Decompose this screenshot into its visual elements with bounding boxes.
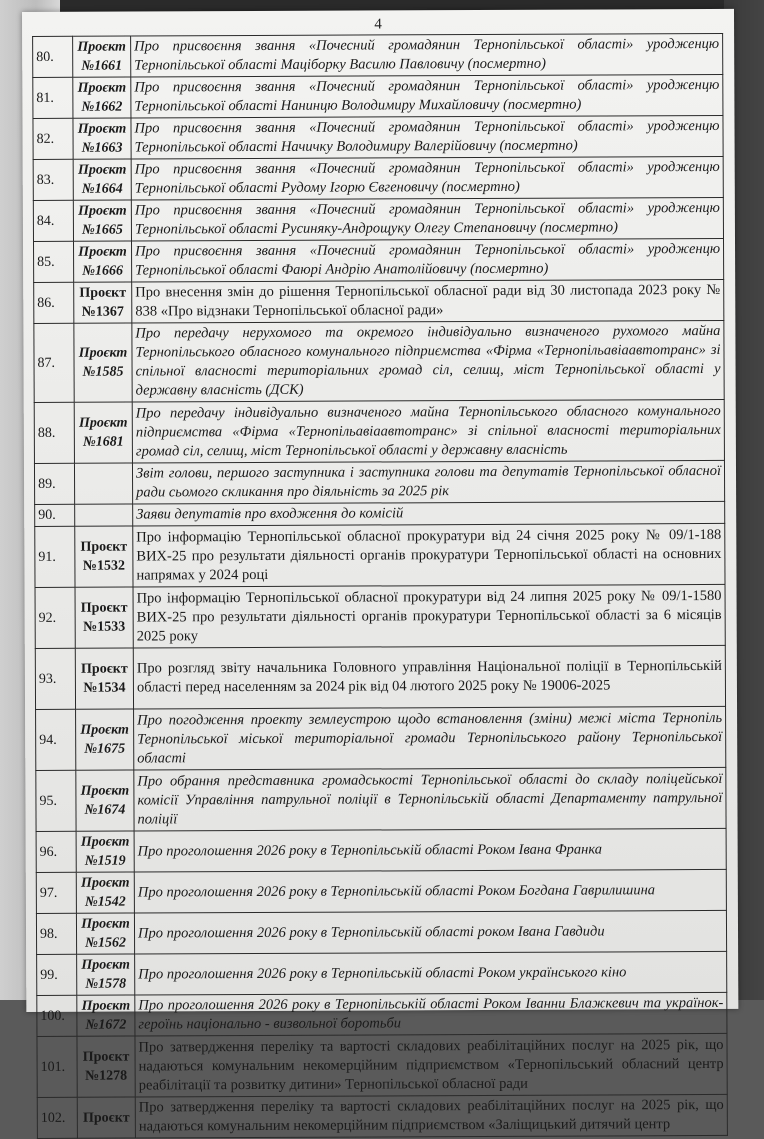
item-number: 98. — [36, 913, 76, 954]
item-number: 97. — [36, 872, 76, 913]
project-cell — [73, 200, 131, 241]
project-cell — [76, 831, 134, 872]
project-cell — [75, 648, 133, 709]
project-number: №1534 — [79, 679, 130, 698]
table-row — [36, 910, 726, 954]
table-row — [34, 399, 724, 463]
project-number: №1533 — [79, 618, 130, 637]
item-title: Про внесення змін до рішення Тернопільської обласної ради від 30 листопада 2023 року № 838 «Про відзнаки Тернопільської обласної ради» — [132, 279, 724, 323]
project-number: №1675 — [79, 740, 130, 759]
project-label: Проєкт — [78, 414, 129, 433]
table-row — [37, 1033, 727, 1097]
item-number: 99. — [37, 954, 77, 995]
item-title: Заяви депутатів про входження до комісій — [133, 501, 725, 526]
item-title: Про присвоєння звання «Почесний громадянин Тернопільської області» уродженцю Тернопільської області Рудому Ігорю Євгеновичу (посмертно) — [131, 156, 723, 200]
project-number: №1532 — [78, 557, 129, 576]
project-number: №1665 — [77, 221, 128, 240]
project-label: Проєкт — [79, 660, 130, 679]
table-row — [33, 115, 723, 159]
project-cell — [77, 1036, 135, 1097]
project-label: Проєкт — [80, 874, 131, 893]
project-number: №1663 — [77, 139, 128, 158]
item-title: Звіт голови, першого заступника і заступника голови та депутатів Тернопільської обласної ради сьомого скликання про діяльність за 2025 рік — [132, 460, 724, 504]
table-row — [36, 828, 726, 872]
item-number: 100. — [37, 995, 77, 1036]
agenda-table — [32, 33, 728, 1139]
project-label: Проєкт — [80, 956, 131, 975]
project-label: Проєкт — [77, 202, 128, 221]
project-number: №1666 — [77, 262, 128, 281]
project-label: Проєкт — [79, 599, 130, 618]
item-number: 84. — [33, 200, 73, 241]
page-number: 4 — [22, 15, 734, 35]
project-number: №1681 — [78, 433, 129, 452]
project-label: Проєкт — [79, 721, 130, 740]
project-number: №1578 — [80, 975, 131, 994]
project-cell — [73, 36, 131, 77]
project-label: Проєкт — [77, 161, 128, 180]
item-number: 80. — [33, 36, 73, 77]
item-number: 101. — [37, 1036, 77, 1097]
table-row — [33, 33, 723, 77]
project-number: №1674 — [79, 801, 130, 820]
project-number: №1661 — [76, 57, 127, 76]
project-cell — [76, 709, 134, 770]
project-number: №1519 — [80, 852, 131, 871]
project-label: Проєкт — [80, 915, 131, 934]
project-cell — [77, 954, 135, 995]
project-number: №1672 — [80, 1016, 131, 1035]
item-title: Про присвоєння звання «Почесний громадянин Тернопільської області» уродженцю Тернопільської області Фаюрі Андрію Анатолійовичу (посмертно) — [132, 238, 724, 282]
project-cell — [77, 1097, 135, 1138]
document-page — [22, 9, 738, 1012]
item-title: Про передачу нерухомого та окремого індивідуально визначеного рухомого майна Тернопільського обласного комунального підприємства «Фірма «Тернопільавіаавтотранс» зі спільної власності територіальних громад сіл, селищ, міст Тернопільської області у державну власність (ДСК) — [132, 320, 724, 402]
table-row — [37, 951, 727, 995]
table-row — [34, 460, 724, 504]
table-row — [34, 320, 724, 402]
item-number: 102. — [37, 1097, 77, 1138]
item-number: 82. — [33, 118, 73, 159]
table-row — [35, 584, 725, 648]
project-number: №1664 — [77, 180, 128, 199]
item-title: Про затвердження переліку та вартості складових реабілітаційних послуг на 2025 рік, що надаються комунальним некомерційним підприємством «Тернопільський обласний центр реабілітації та розвитку дитини» Тернопільської обласної ради — [135, 1033, 727, 1097]
project-cell — [76, 872, 134, 913]
project-cell — [75, 587, 133, 648]
item-number: 92. — [35, 587, 75, 648]
item-number: 89. — [34, 463, 74, 504]
project-number: №1542 — [80, 893, 131, 912]
project-label: Проєкт — [77, 243, 128, 262]
item-title: Про присвоєння звання «Почесний громадянин Тернопільської області» уродженцю Тернопільської області Русиняку-Андрощуку Олегу Степановичу (посмертно) — [131, 197, 723, 241]
project-cell — [75, 526, 133, 587]
item-number: 81. — [33, 77, 73, 118]
project-label: Проєкт — [79, 782, 130, 801]
table-row — [36, 869, 726, 913]
project-label: Проєкт — [77, 284, 128, 303]
table-row — [35, 645, 725, 709]
project-cell — [74, 241, 132, 282]
table-row — [36, 767, 726, 831]
item-title: Про проголошення 2026 року в Тернопільській області Роком Іванни Блажкевич та українок-героїнь національно - визвольної боротьби — [135, 992, 727, 1036]
project-cell — [74, 463, 132, 504]
item-title: Про присвоєння звання «Почесний громадянин Тернопільської області» уродженцю Тернопільської області Начичку Володимиру Валерійовичу (посмертно) — [131, 115, 723, 159]
project-number: №1278 — [81, 1067, 132, 1086]
item-number: 90. — [35, 504, 75, 526]
table-row — [37, 992, 727, 1036]
item-title: Про проголошення 2026 року в Тернопільській області Роком Богдана Гаврилишина — [134, 869, 726, 913]
item-number: 95. — [36, 770, 76, 831]
project-label: Проєкт — [76, 38, 127, 57]
table-row — [34, 238, 724, 282]
item-number: 96. — [36, 831, 76, 872]
item-number: 83. — [33, 159, 73, 200]
project-label: Проєкт — [76, 120, 127, 139]
item-title: Про проголошення 2026 року в Тернопільській області Роком українського кіно — [135, 951, 727, 995]
table-row — [34, 279, 724, 323]
project-label: Проєкт — [78, 538, 129, 557]
project-cell — [74, 282, 132, 323]
project-cell — [75, 504, 133, 526]
item-title: Про затвердження переліку та вартості складових реабілітаційних послуг на 2025 рік, що надаються комунальним некомерційним підприємством «Заліщицький дитячий центр — [135, 1094, 727, 1138]
table-row — [36, 706, 726, 770]
project-cell — [73, 118, 131, 159]
project-cell — [73, 77, 131, 118]
table-row — [35, 523, 725, 587]
table-row — [35, 501, 725, 526]
item-title: Про проголошення 2026 року в Тернопільській області Роком Івана Франка — [134, 828, 726, 872]
table-row — [33, 197, 723, 241]
project-label: Проєкт — [80, 997, 131, 1016]
item-title: Про проголошення 2026 року в Тернопільській області роком Івана Гавдиди — [134, 910, 726, 954]
project-cell — [76, 770, 134, 831]
item-number: 85. — [34, 241, 74, 282]
item-number: 91. — [35, 526, 75, 587]
item-title: Про присвоєння звання «Почесний громадянин Тернопільської області» уродженцю Тернопільської області Маціборку Василю Павловичу (посмертно) — [131, 33, 723, 77]
item-title: Про погодження проекту землеустрою щодо встановлення (зміни) межі міста Тернопіль Тернопільської міської територіальної громади Тернопільського району Тернопільської області — [134, 706, 726, 770]
item-title: Про інформацію Тернопільської обласної прокуратури від 24 січня 2025 року № 09/1-188 ВИХ-25 про результати діяльності органів прокуратури Тернопільської області на основних напрямах у 2024 році — [133, 523, 725, 587]
project-cell — [77, 995, 135, 1036]
item-title: Про присвоєння звання «Почесний громадянин Тернопільської області» уродженцю Тернопільської області Нанинцю Володимиру Михайловичу (посмертно) — [131, 74, 723, 118]
item-title: Про інформацію Тернопільської обласної прокуратури від 24 липня 2025 року № 09/1-1580 ВИХ-25 про результати діяльності органів прокуратури Тернопільської області за 6 місяців 2025 року — [133, 584, 725, 648]
table-row — [33, 156, 723, 200]
project-label: Проєкт — [80, 833, 131, 852]
item-title: Про розгляд звіту начальника Головного управління Національної поліції в Тернопільській області перед населенням за 2024 рік від 04 лютого 2025 року № 19006-2025 — [133, 645, 725, 709]
item-number: 87. — [34, 323, 74, 402]
project-cell — [73, 159, 131, 200]
project-number: №1562 — [80, 934, 131, 953]
item-number: 86. — [34, 282, 74, 323]
table-row — [33, 74, 723, 118]
item-title: Про обрання представника громадськості Тернопільської області до складу поліцейської комісії Управління патрульної поліції в Тернопільській області Департаменту патрульної поліції — [134, 767, 726, 831]
project-cell — [74, 402, 132, 463]
project-label: Проєкт — [76, 79, 127, 98]
item-number: 93. — [35, 648, 75, 709]
project-label: Проєкт — [81, 1108, 132, 1127]
project-number: №1662 — [76, 98, 127, 117]
item-title: Про передачу індивідуально визначеного майна Тернопільського обласного комунального підприємства «Фірма «Тернопільавіаавтотранс» зі спільної власності територіальних громад сіл, селищ, міст Тернопільської області у державну власність — [132, 399, 724, 463]
project-number: №1585 — [78, 363, 129, 382]
project-number: №1367 — [77, 303, 128, 322]
table-row — [37, 1094, 727, 1138]
agenda-table-body — [33, 33, 728, 1138]
project-cell — [74, 323, 132, 402]
project-label: Проєкт — [81, 1048, 132, 1067]
project-label: Проєкт — [77, 344, 128, 363]
item-number: 88. — [34, 402, 74, 463]
project-cell — [76, 913, 134, 954]
item-number: 94. — [36, 709, 76, 770]
